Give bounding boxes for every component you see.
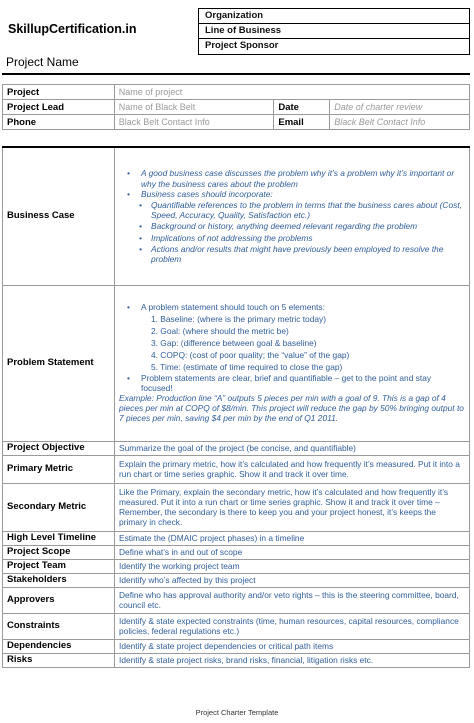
project-scope-label: Project Scope — [3, 545, 115, 559]
divider — [2, 73, 470, 75]
stakeholders-label: Stakeholders — [3, 573, 115, 587]
project-objective-label: Project Objective — [3, 441, 115, 455]
problem-example: Example: Production line “A” outputs 5 pieces per min with a goal of 9. This is a gap of 4 pieces per min at COPQ of $8/min. This project will reduce the gap by 50% bringing output to 7 pieces per min, saving $4 per min by the end of Q1 2011. — [119, 393, 464, 424]
project-name-heading: Project Name — [6, 55, 79, 69]
risks-text: Identify & state project risks, brand risks, financial, litigation risks etc. — [115, 653, 470, 667]
problem-statement-content — [115, 285, 470, 441]
approvers-text: Define who has approval authority and/or veto rights – this is the steering committee, board, council etc. — [115, 587, 470, 613]
organization-row: Organization — [199, 9, 469, 24]
list-item: • Quantifiable references to the problem in terms that the business cares about (Cost, Speed, Accuracy, Quality, Satisfaction etc.) — [145, 200, 465, 220]
timeline-text: Estimate the (DMAIC project phases) in a timeline — [115, 531, 470, 545]
header — [0, 6, 470, 52]
constraints-label: Constraints — [3, 613, 115, 639]
phone-label: Phone — [3, 115, 115, 130]
list-item: 1. Baseline: (where is the primary metric today) — [151, 313, 327, 324]
stakeholders-text: Identify who’s affected by this project — [115, 573, 470, 587]
primary-metric-label: Primary Metric — [3, 455, 115, 483]
business-case-label: Business Case — [3, 147, 115, 285]
project-team-label: Project Team — [3, 559, 115, 573]
charter-table — [2, 146, 470, 668]
list-item: • Problem statements are clear, brief and quantifiable – get to the point and stay focused! — [133, 373, 465, 393]
footer-caption: Project Charter Template — [195, 708, 279, 717]
project-value: Name of project — [114, 85, 469, 100]
line-of-business-row: Line of Business — [199, 24, 469, 39]
approvers-label: Approvers — [3, 587, 115, 613]
project-lead-label: Project Lead — [3, 100, 115, 115]
brand-title: SkillupCertification.in — [8, 22, 137, 36]
dependencies-label: Dependencies — [3, 639, 115, 653]
organization-box — [198, 8, 470, 55]
project-label: Project — [3, 85, 115, 100]
primary-metric-text: Explain the primary metric, how it’s calculated and how frequently it’s measured. Put it into a run chart or time series graphic. Show it and track it over time. — [115, 455, 470, 483]
date-label: Date — [274, 100, 330, 115]
list-item: 3. Gap: (difference between goal & baseline) — [151, 337, 317, 348]
list-item: 2. Goal: (where should the metric be) — [151, 325, 289, 336]
dependencies-text: Identify & state project dependencies or critical path items — [115, 639, 470, 653]
list-item: • Background or history, anything deemed relevant regarding the problem — [145, 221, 465, 231]
list-item: 4. COPQ: (cost of poor quality; the “value” of the gap) — [151, 349, 350, 360]
phone-value: Black Belt Contact Info — [114, 115, 274, 130]
project-team-text: Identify the working project team — [115, 559, 470, 573]
risks-label: Risks — [3, 653, 115, 667]
list-item: • Implications of not addressing the problems — [145, 233, 465, 243]
email-value: Black Belt Contact Info — [330, 115, 470, 130]
secondary-metric-text: Like the Primary, explain the secondary metric, how it’s calculated and how frequently it’s measured. Put it into a run chart or time series graphic. Show it and track it over time – Remember, the secondary is there to keep you and your project honest, it’s keeps the primary in check. — [115, 483, 470, 531]
project-objective-text: Summarize the goal of the project (be concise, and quantifiable) — [115, 441, 470, 455]
list-item: • Actions and/or results that might have previously been employed to resolve the problem — [145, 244, 465, 264]
list-item: • Business cases should incorporate: — [133, 189, 465, 199]
project-scope-text: Define what’s in and out of scope — [115, 545, 470, 559]
business-case-content — [115, 147, 470, 285]
timeline-label: High Level Timeline — [3, 531, 115, 545]
constraints-text: Identify & state expected constraints (time, human resources, capital resources, compliance policies, federal regulations etc.) — [115, 613, 470, 639]
list-item: 5. Time: (estimate of time required to close the gap) — [151, 361, 343, 372]
problem-statement-label: Problem Statement — [3, 285, 115, 441]
list-item: • A problem statement should touch on 5 elements: — [133, 302, 465, 312]
project-lead-value: Name of Black Belt — [114, 100, 274, 115]
email-label: Email — [274, 115, 330, 130]
list-item: • A good business case discusses the problem why it’s a problem why it’s important or why the business cares about the problem — [133, 168, 465, 188]
project-sponsor-row: Project Sponsor — [205, 40, 279, 51]
project-info-table — [2, 84, 470, 130]
date-value: Date of charter review — [330, 100, 470, 115]
secondary-metric-label: Secondary Metric — [3, 483, 115, 531]
